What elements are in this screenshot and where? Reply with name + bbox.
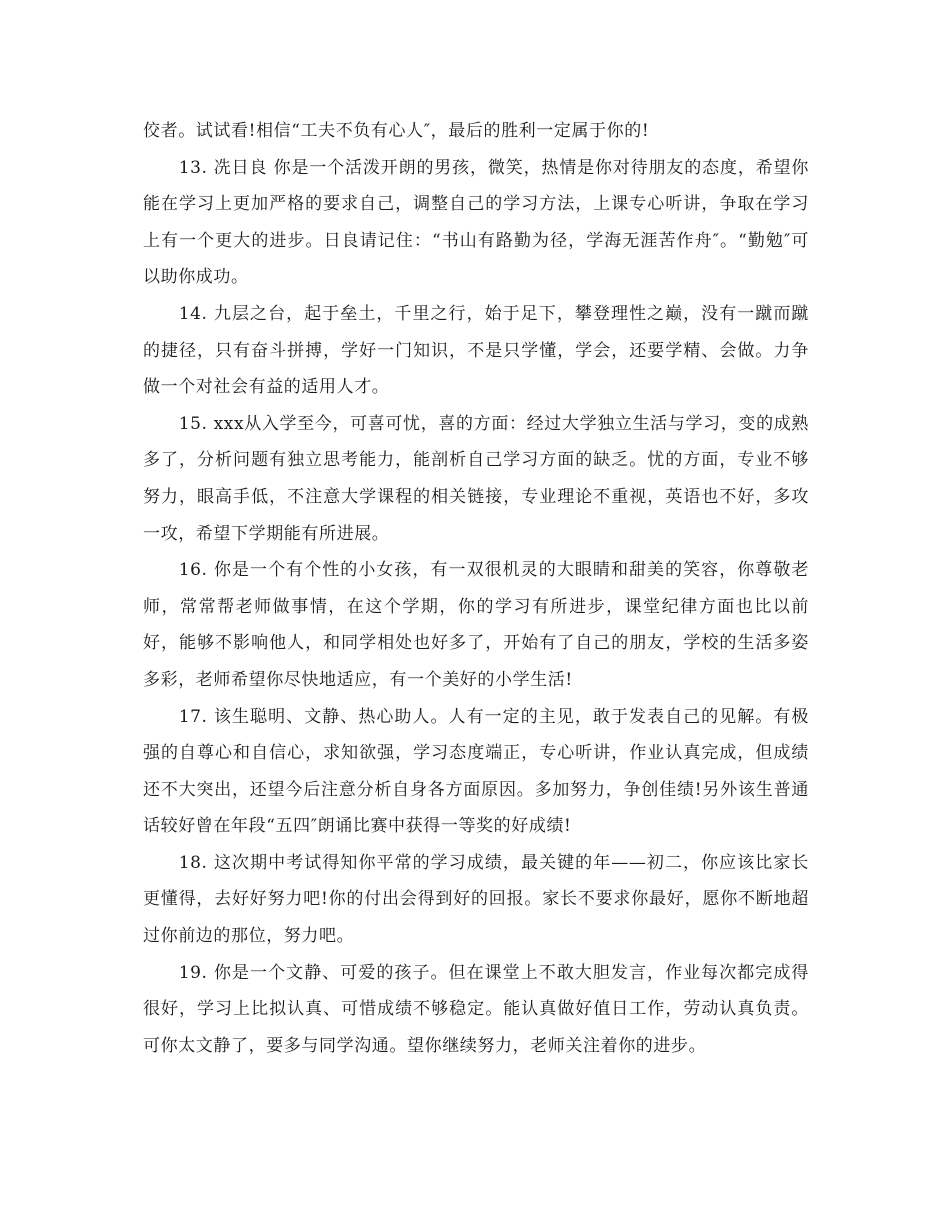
paragraph-13: 13. 冼日良 你是一个活泼开朗的男孩，微笑，热情是你对待朋友的态度，希望你能在学习上更加严格的要求自己，调整自己的学习方法，上课专心听讲，争取在学习上有一个更大的进步。日良请记住：“书山有路勤为径，学海无涯苦作舟″。“勤勉″可以助你成功。	[143, 157, 809, 288]
paragraph-continuation: 佼者。试试看!相信“工夫不负有心人″，最后的胜利一定属于你的!	[143, 121, 650, 141]
paragraph-14: 14. 九层之台，起于垒土，千里之行，始于足下，攀登理性之巅，没有一蹴而蹴的捷径，只有奋斗拼搏，学好一门知识，不是只学懂，学会，还要学精、会做。力争做一个对社会有益的适用人才。	[143, 303, 809, 398]
paragraph-16: 16. 你是一个有个性的小女孩，有一双很机灵的大眼睛和甜美的笑容，你尊敬老师，常常帮老师做事情，在这个学期，你的学习有所进步，课堂纪律方面也比以前好，能够不影响他人，和同学相处也好多了，开始有了自己的朋友，学校的生活多姿多彩，老师希望你尽快地适应，有一个美好的小学生活!	[143, 560, 809, 690]
paragraph-15: 15. xxx从入学至今，可喜可忧，喜的方面：经过大学独立生活与学习，变的成熟多了，分析问题有独立思考能力，能剖析自己学习方面的缺乏。忧的方面，专业不够努力，眼高手低，不注意大学课程的相关链接，专业理论不重视，英语也不好，多攻一攻，希望下学期能有所进展。	[143, 413, 809, 544]
paragraph-19: 19. 你是一个文静、可爱的孩子。但在课堂上不敢大胆发言，作业每次都完成得很好，学习上比拟认真、可惜成绩不够稳定。能认真做好值日工作，劳动认真负责。可你太文静了，要多与同学沟通。望你继续努力，老师关注着你的进步。	[143, 962, 809, 1056]
paragraph-17: 17. 该生聪明、文静、热心助人。人有一定的主见，敢于发表自己的见解。有极强的自尊心和自信心，求知欲强，学习态度端正，专心听讲，作业认真完成，但成绩还不大突出，还望今后注意分析自身各方面原因。多加努力，争创佳绩!另外该生普通话较好曾在年段“五四″朗诵比赛中获得一等奖的好成绩!	[143, 706, 809, 837]
document-body	[143, 113, 809, 1064]
paragraph-18: 18. 这次期中考试得知你平常的学习成绩，最关键的年——初二，你应该比家长更懂得，去好好努力吧!你的付出会得到好的回报。家长不要求你最好，愿你不断地超过你前边的那位，努力吧。	[143, 852, 809, 947]
